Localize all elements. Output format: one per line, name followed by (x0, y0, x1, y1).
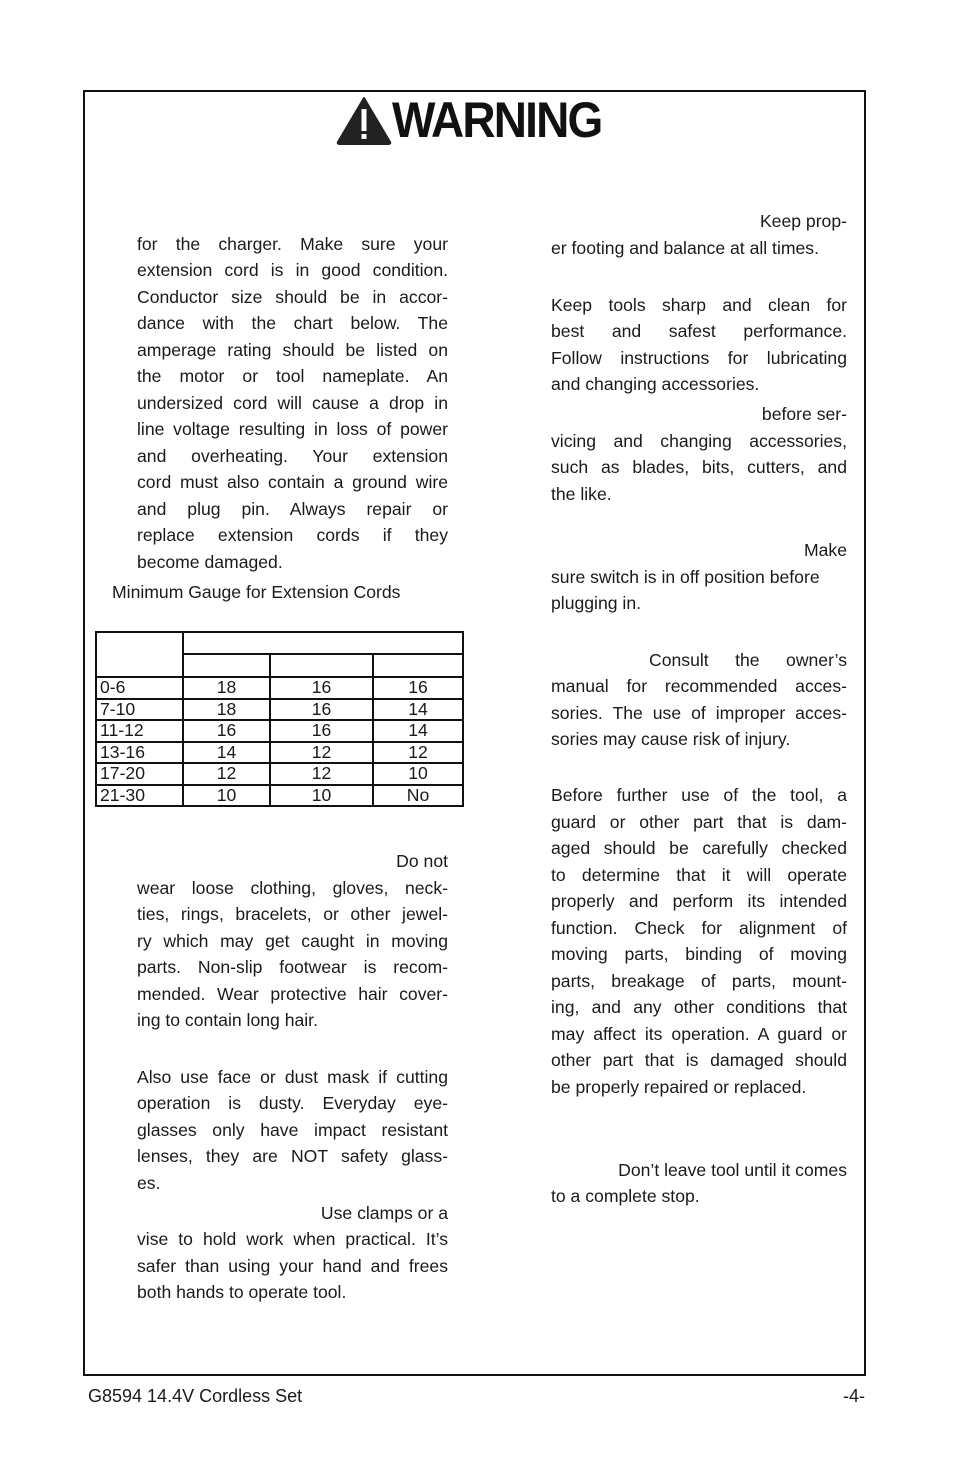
text-line: parts, breakage of parts, mount- (551, 971, 847, 991)
text-line: amperage rating should be listed on (137, 340, 448, 360)
amps-cell: 7-10 (96, 699, 183, 721)
text-line: sories may cause risk of injury. (551, 729, 791, 749)
table-caption: Minimum Gauge for Extension Cords (112, 582, 401, 602)
text-line: undersized cord will cause a drop in (137, 393, 448, 413)
text-line: wear loose clothing, gloves, neck- (137, 878, 448, 898)
gauge-cell: 16 (270, 720, 373, 742)
text-line: properly and perform its intended (551, 891, 847, 911)
text-line: aged should be carefully checked (551, 838, 847, 858)
table-row (96, 742, 463, 764)
text-line: and overheating. Your extension (137, 446, 448, 466)
table-header-col1 (183, 654, 270, 677)
gauge-cell: 16 (373, 677, 463, 699)
amps-cell: 21-30 (96, 785, 183, 807)
text-line: to a complete stop. (551, 1186, 700, 1206)
text-line: to determine that it will operate (551, 865, 847, 885)
text-line: become damaged. (137, 552, 283, 572)
text-line: moving parts, binding of moving (551, 944, 847, 964)
gauge-cell: 10 (373, 763, 463, 785)
text-line: such as blades, bits, cutters, and (551, 457, 847, 477)
gauge-cell: 12 (270, 763, 373, 785)
table-row (96, 677, 463, 699)
table-header-col3 (373, 654, 463, 677)
text-line: other part that is damaged should (551, 1050, 847, 1070)
text-line: lenses, they are NOT safety glass- (137, 1146, 448, 1166)
text-line: ties, rings, bracelets, or other jewel- (137, 904, 448, 924)
text-line: Keep tools sharp and clean for (551, 295, 847, 315)
text-line: dance with the chart below. The (137, 313, 448, 333)
gauge-cell: 16 (270, 699, 373, 721)
gauge-cell: 10 (270, 785, 373, 807)
text-line: sories. The use of improper acces- (551, 703, 847, 723)
text-line: Consult the owner’s (649, 650, 847, 670)
gauge-cell: 12 (373, 742, 463, 764)
gauge-cell: 18 (183, 677, 270, 699)
gauge-cell: No (373, 785, 463, 807)
warning-triangle-icon (336, 95, 392, 145)
text-line: and changing accessories. (551, 374, 760, 394)
text-line: Follow instructions for lubricating (551, 348, 847, 368)
table-row (96, 763, 463, 785)
text-line: Conductor size should be in accor- (137, 287, 448, 307)
table-row (96, 785, 463, 807)
text-line: for the charger. Make sure your (137, 234, 448, 254)
text-line: replace extension cords if they (137, 525, 448, 545)
text-line: vicing and changing accessories, (551, 431, 847, 451)
gauge-cell: 16 (270, 677, 373, 699)
gauge-cell: 14 (373, 699, 463, 721)
footer-page-number: -4- (843, 1386, 865, 1406)
warning-header (336, 94, 620, 146)
text-line: both hands to operate tool. (137, 1282, 347, 1302)
table-header-amps (96, 632, 183, 677)
gauge-cell: 18 (183, 699, 270, 721)
text-line: Also use face or dust mask if cutting (137, 1067, 448, 1087)
text-line: the motor or tool nameplate. An (137, 366, 448, 386)
amps-cell: 13-16 (96, 742, 183, 764)
table-header-top (183, 632, 463, 654)
text-line: vise to hold work when practical. It’s (137, 1229, 448, 1249)
table-row (96, 699, 463, 721)
text-line: parts. Non-slip footwear is recom- (137, 957, 448, 977)
text-line: line voltage resulting in loss of power (137, 419, 448, 439)
amps-cell: 11-12 (96, 720, 183, 742)
text-line: Make (803, 540, 847, 560)
text-line: extension cord is in good condition. (137, 260, 448, 280)
text-line: Before further use of the tool, a (551, 785, 847, 805)
text-line: function. Check for alignment of (551, 918, 847, 938)
gauge-cell: 14 (373, 720, 463, 742)
table-header-col2 (270, 654, 373, 677)
text-line: ing to contain long hair. (137, 1010, 318, 1030)
text-line: operation is dusty. Everyday eye- (137, 1093, 448, 1113)
text-line: safer than using your hand and frees (137, 1256, 448, 1276)
text-line: glasses only have impact resistant (137, 1120, 448, 1140)
text-line: be properly repaired or replaced. (551, 1077, 807, 1097)
gauge-cell: 16 (183, 720, 270, 742)
text-line: may affect its operation. A guard or (551, 1024, 847, 1044)
table-row (96, 720, 463, 742)
gauge-table (95, 631, 464, 807)
text-line: and plug pin. Always repair or (137, 499, 448, 519)
amps-cell: 0-6 (96, 677, 183, 699)
text-line: Keep prop- (759, 211, 847, 231)
text-line: manual for recommended acces- (551, 676, 847, 696)
text-line: mended. Wear protective hair cover- (137, 984, 448, 1004)
gauge-cell: 12 (270, 742, 373, 764)
text-line: ry which may get caught in moving (137, 931, 448, 951)
text-line: es. (137, 1173, 161, 1193)
text-line: Do not (396, 851, 448, 871)
footer-product-name: G8594 14.4V Cordless Set (88, 1386, 303, 1406)
text-line: Use clamps or a (320, 1203, 448, 1223)
text-line: ing, and any other conditions that (551, 997, 847, 1017)
text-line: plugging in. (551, 593, 641, 613)
warning-title: WARNING (392, 92, 602, 148)
text-line: guard or other part that is dam- (551, 812, 847, 832)
text-line: er footing and balance at all times. (551, 238, 819, 258)
text-line: the like. (551, 484, 612, 504)
text-line: Don’t leave tool until it comes (618, 1160, 847, 1180)
text-line: sure switch is in off position before (551, 567, 820, 587)
text-line: best and safest performance. (551, 321, 847, 341)
gauge-cell: 10 (183, 785, 270, 807)
gauge-cell: 14 (183, 742, 270, 764)
text-line: before ser- (761, 404, 847, 424)
amps-cell: 17-20 (96, 763, 183, 785)
gauge-cell: 12 (183, 763, 270, 785)
text-line: cord must also contain a ground wire (137, 472, 448, 492)
